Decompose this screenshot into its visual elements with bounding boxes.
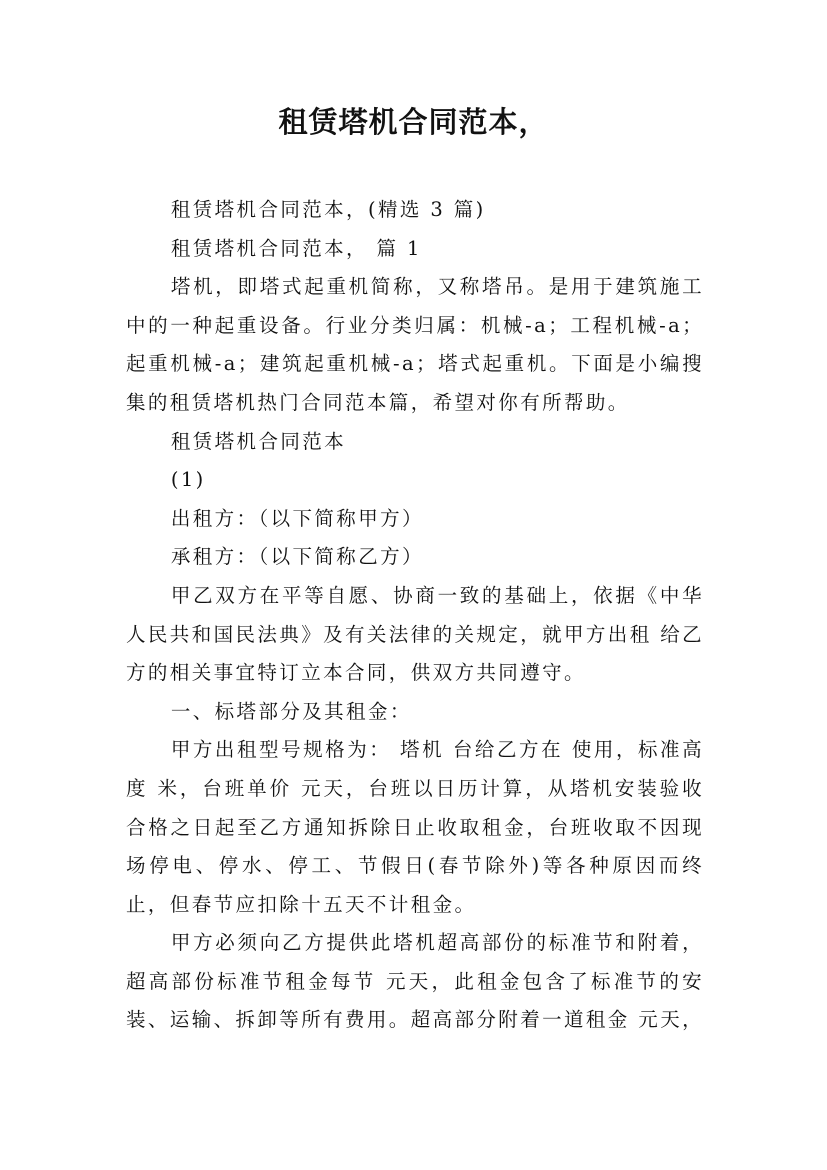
document-body: [126, 191, 704, 1040]
paragraph-clause-heading: 一、标塔部分及其租金：: [170, 699, 412, 723]
paragraph-contract-title: 租赁塔机合同范本: [170, 429, 347, 453]
paragraph-number: (1): [170, 468, 206, 492]
paragraph-section-heading: 租赁塔机合同范本， 篇 1: [170, 236, 422, 260]
document-title: 租赁塔机合同范本，: [278, 105, 549, 139]
paragraph-lessee: 承租方：（以下简称乙方）: [170, 545, 424, 569]
paragraph-lessor: 出租方：（以下简称甲方）: [170, 506, 424, 530]
paragraph-clause-extra: 甲方必须向乙方提供此塔机超高部份的标准节和附着，超高部份标准节租金每节 元天，此租金包含了标准节的安装、运输、拆卸等所有费用。超高部分附着一道租金 元天，: [126, 931, 704, 1032]
paragraph-clause-rent: 甲方出租型号规格为： 塔机 台给乙方在 使用，标准高度 米，台班单价 元天，台班以日历计算，从塔机安装验收合格之日起至乙方通知拆除日止收取租金，台班收取不因现场停电、停水、停工、节假日(春节除外)等各种原因而终止，但春节应扣除十五天不计租金。: [126, 738, 704, 916]
paragraph-preamble: 甲乙双方在平等自愿、协商一致的基础上，依据《中华人民共和国民法典》及有关法律的关规定，就甲方出租 给乙方的相关事宜特订立本合同，供双方共同遵守。: [126, 583, 704, 685]
paragraph-intro: 塔机，即塔式起重机简称，又称塔吊。是用于建筑施工中的一种起重设备。行业分类归属：机械-a；工程机械-a；起重机械-a；建筑起重机械-a；塔式起重机。下面是小编搜集的租赁塔机热门合同范本篇，希望对你有所帮助。: [126, 275, 704, 414]
paragraph-subtitle: 租赁塔机合同范本，(精选 3 篇): [170, 198, 486, 221]
